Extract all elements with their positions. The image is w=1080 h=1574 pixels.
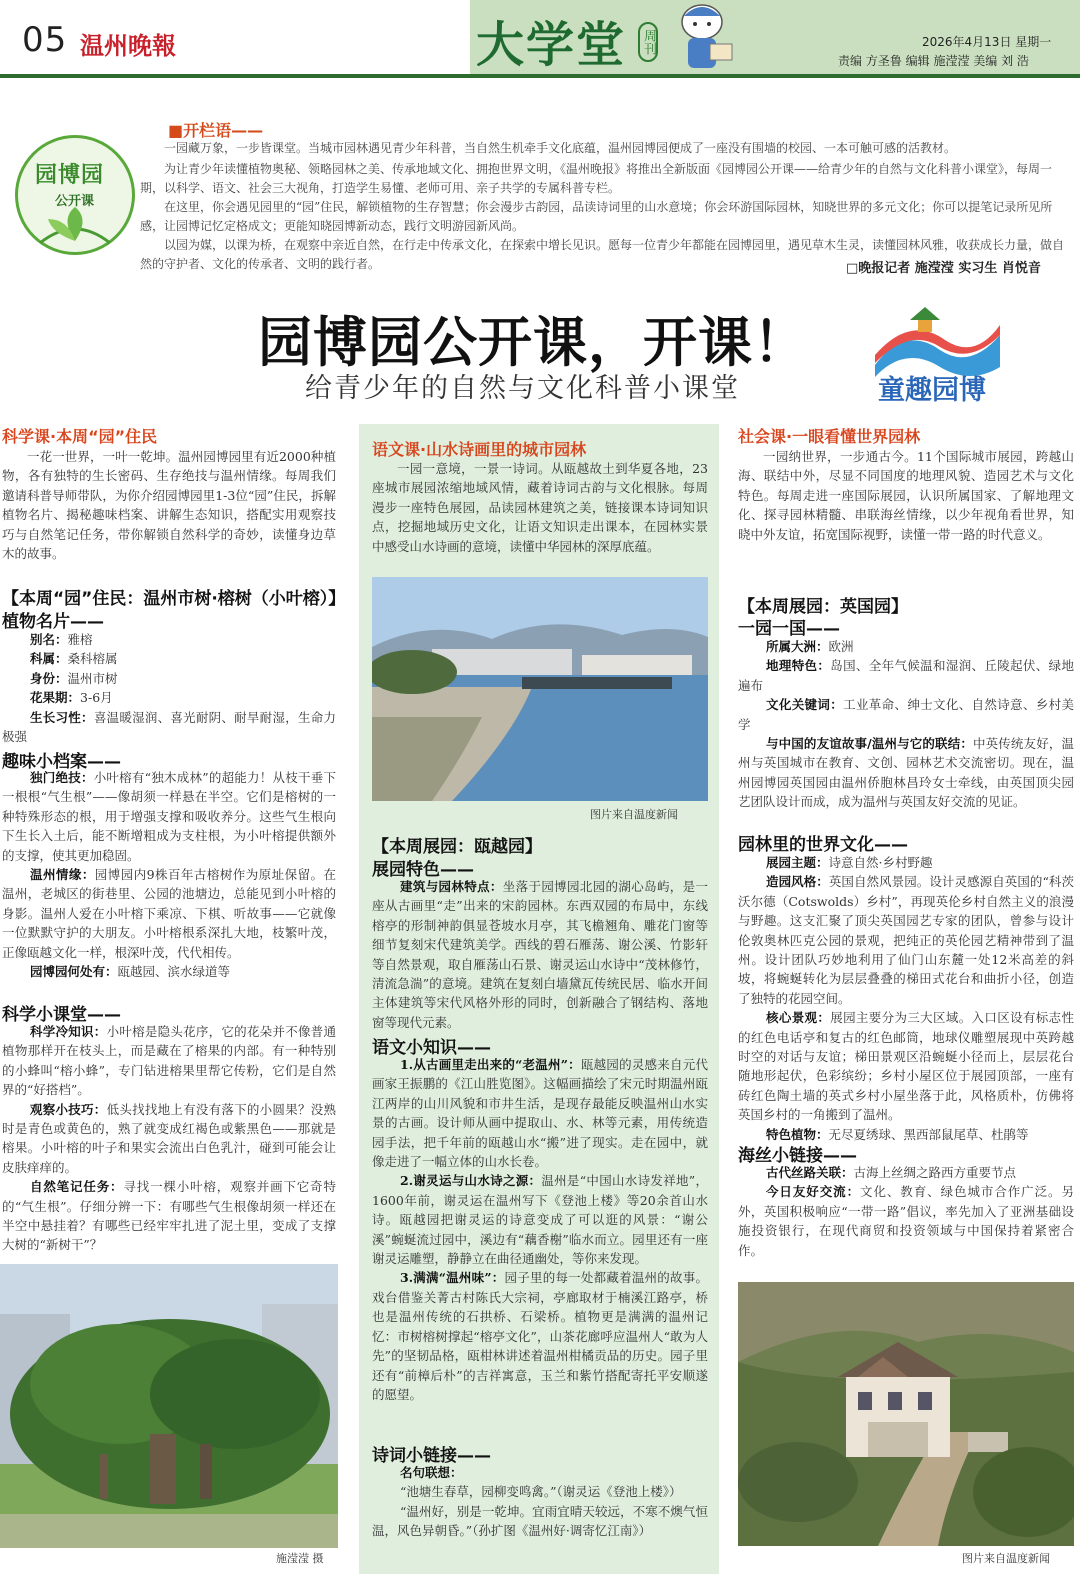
society-column-title: 社会课·一眼看懂世界园林 — [738, 427, 921, 446]
intro-paragraph: 一园藏万象，一步皆课堂。当城市园林遇见青少年科普，当自然生机牵手文化底蕴，温州园博园便成了一座没有围墙的校园、一本可触可感的活教材。 — [164, 141, 957, 155]
english-garden-photo — [738, 1282, 1074, 1546]
fun-file-heading: 趣味小档案—— — [2, 752, 121, 772]
science-column-title: 科学课·本周“园”住民 — [2, 427, 158, 446]
photo-caption: 图片来自温度新闻 — [962, 1552, 1050, 1565]
editor-credits: 责编 方圣鲁 编辑 施滢滢 美编 刘 浩 — [838, 54, 1029, 68]
plant-card-heading: 植物名片—— — [2, 612, 104, 632]
newspaper-logo: 温州晚報 — [80, 31, 176, 60]
intro-paragraph: 在这里，你会遇见园里的“园”住民，解锁植物的生存智慧；你会漫步古韵园，品读诗词里的山水意境；你会环游国际园林，知晓世界的多元文化；你可以提笔记录所见所感，让园博记忆定格成文；更能知晓园博新动态，践行文明游园新风尚。 — [140, 200, 1053, 233]
garden-title: 【本周展园：英国园】 — [738, 597, 908, 617]
society-intro: 一园纳世界，一步通古今。11个国际城市展园，跨越山海、联结中外，尽显不同国度的地理风貌、造园艺术与文化特色。每周走进一座国际展园，认识所属国家、了解地理文化、探寻园林精髓、串联海丝情缘，以少年视角看世界，知晓中外友谊，拓宽国际视野，读懂一带一路的时代意义。 — [738, 449, 1074, 542]
intro-paragraph: 以园为媒，以课为桥，在观察中亲近自然，在行走中传承文化，在探索中增长见识。愿每一位青少年都能在园博园里，遇见草木生灵，读懂园林风雅，收获成长力量，做自然的守护者、文化的传承者、文明的践行者。 — [140, 238, 1065, 271]
fun-file: 独门绝技：小叶榕有“独木成林”的超能力！从枝干垂下一根根“气生根”——像胡须一样悬在半空。它们是榕树的一种特殊形态的根，用于增强支撑和吸收养分。这些气生根向下生长入土后，能不断增粗成为支柱根，为小叶榕提供额外的支撑，使其更加稳固。 温州情缘：园博园内9株百年古榕树作为原址保留。在温州，老城区的街巷里、公园的池塘边，总能见到小叶榕的身影。温州人爱在小叶榕下乘凉、下棋、听故事——它就像一位默默守护的大朋友。小叶榕根系深扎大地，枝繁叶茂，正像瓯越文化一样，根深叶茂，代代相传。 园博园何处有：瓯越园、滨水绿道等 — [2, 770, 336, 980]
science-class-heading: 科学小课堂—— — [2, 1005, 121, 1025]
header-rule — [0, 74, 1080, 78]
chinese-knowledge: 1.从古画里走出来的“老温州”：瓯越园的灵感来自元代画家王振鹏的《江山胜览图》。这幅画描绘了宋元时期温州瓯江两岸的山川风貌和市井生活，是现存最能反映温州山水实景的古画。设计师从画中提取山、水、林等元素，用传统造园手法，把千年前的瓯越山水“搬”进了现实。走在园中，就像走进了一幅立体的山水长卷。 2.谢灵运与山水诗之源：温州是“中国山水诗发祥地”，1600年前，谢灵运在温州写下《登池上楼》等20余首山水诗。瓯越园把谢灵运的诗意变成了可以逛的风景：“谢公溪”蜿蜒流过园中，溪边有“藕香榭”临水而立。园里还有一座谢灵运雕塑，静静立在曲径通幽处，等你来发现。 3.满满“温州味”：园子里的每一处都藏着温州的故事。戏台借鉴关菁古村陈氏大宗祠，亭廊取材于楠溪江路亭，桥也是温州传统的石拱桥、石梁桥。植物更是满满的温州记忆：市树榕树撑起“榕亭文化”，山茶花廊呼应温州人“敢为人先”的坚韧品格，瓯柑林讲述着温州柑橘贡品的历史。园子里还有“前樟后朴”的吉祥寓意，玉兰和紫竹搭配寄托平安顺遂的愿望。 — [372, 1057, 708, 1402]
chinese-intro: 一园一意境，一景一诗词。从瓯越故土到华夏各地，23座城市展园浓缩地域风情，藏着诗词古韵与文化根脉。每周漫步一座特色展园，品读园林建筑之美，链接课本诗词知识点，挖掘地域历史文化，让语文知识走出课本，在园林实景中感受山水诗画的意境，读懂中华园林的深厚底蕴。 — [372, 461, 708, 554]
chinese-knowledge-heading: 语文小知识—— — [372, 1038, 491, 1058]
byline: □晚报记者 施滢滢 实习生 肖悦音 — [846, 261, 1041, 276]
ouyue-garden-photo — [372, 577, 708, 801]
science-intro: 一花一世界，一叶一乾坤。温州园博园里有近2000种植物，各有独特的生长密码、生存绝技与温州情缘。每周我们邀请科普导师带队，为你介绍园博园里1-3位“园”住民，拆解植物名片、揭秘趣味档案、讲解生态知识，搭配实用观察技巧与自然笔记任务，带你解锁自然科学的奇妙，读懂身边草木的故事。 — [2, 449, 336, 562]
country-facts: 所属大洲：欧洲 地理特色：岛国、全年气候温和湿润、丘陵起伏、绿地遍布 文化关键词：工业革命、绅士文化、自然诗意、乡村美学 与中国的友谊故事/温州与它的联结：中英传统友好，温州与英国城市在教育、文创、园林艺术交流密切。现在，温州园博园英国园由温州侨胞林昌玲女士牵线，由英国顶尖园艺团队设计而成，成为温州与英国友好交流的见证。 — [738, 639, 1074, 810]
world-culture-heading: 园林里的世界文化—— — [738, 835, 908, 855]
garden-title: 【本周展园：瓯越园】 — [372, 837, 542, 857]
logo-title: 园博园 — [35, 162, 105, 188]
weekly-seal: 周刊 — [638, 22, 658, 62]
issue-date: 2026年4月13日 星期一 — [922, 35, 1052, 49]
mascot-icon — [662, 0, 742, 74]
section-title: 大学堂 — [476, 17, 627, 73]
photo-credit: 施滢滢 摄 — [276, 1552, 324, 1565]
leaf-icon — [30, 205, 120, 247]
world-culture: 展园主题：诗意自然·乡村野趣 造园风格：英国自然风景园。设计灵感源自英国的“科茨沃尔德（Cotswolds）乡村”，再现英伦乡村自然主义的浪漫与野趣。这支汇聚了顶尖英国园艺专家的团队，曾参与设计伦敦奥林匹克公园的景观，把纯正的英伦园艺精神带到了温州。设计团队巧妙地利用了仙门山东麓一处12米高差的斜坡，将蜿蜒转化为层层叠叠的梯田式花台和曲折小径，创造了独特的花园空间。 核心景观：展园主要分为三大区域。入口区设有标志性的红色电话亭和复古的红色邮筒，地球仪雕塑展现中英跨越时空的对话与友谊；梯田景观区沿蜿蜒小径而上，层层花台随地形起伏，色彩缤纷；乡村小屋区位于展园顶部，一座有砖红色陶土墙的英式乡村小屋坐落于此，风格质朴，仿佛将英国乡村的一角搬到了温州。 特色植物：无尽夏绣球、黑西部鼠尾草、杜鹃等 — [738, 855, 1074, 1142]
banyan-photo — [0, 1264, 338, 1548]
badge-text: 童趣园博 — [878, 375, 986, 406]
plant-card: 别名：雅榕 科属：桑科榕属 身份：温州市树 花果期：3-6月 生长习性：喜温暖湿润、喜光耐阴、耐旱耐湿，生命力极强 — [2, 632, 336, 745]
maritime-silk-heading: 海丝小链接—— — [738, 1146, 857, 1166]
one-garden-heading: 一园一国—— — [738, 619, 840, 639]
resident-title: 【本周“园”住民：温州市树·榕树（小叶榕）】 — [2, 589, 346, 609]
features-heading: 展园特色—— — [372, 860, 474, 880]
maritime-silk-link: 古代丝路关联：古海上丝绸之路西方重要节点 今日友好交流：文化、教育、绿色城市合作广泛。另外，英国积极响应“一带一路”倡议，率先加入了亚洲基础设施投资银行，在现代商贸和投资领域与中国保持着紧密合作。 — [738, 1165, 1074, 1258]
main-subtitle: 给青少年的自然与文化科普小课堂 — [305, 373, 740, 404]
page-number: 05 — [22, 20, 68, 60]
photo-caption: 图片来自温度新闻 — [590, 808, 678, 821]
main-headline: 园博园公开课，开课！ — [258, 311, 808, 374]
poem-link: 名句联想： “池塘生春草，园柳变鸣禽。”（谢灵运《登池上楼》） “温州好，别是一乾坤。宜雨宜晴天较远，不寒不燠气恒温，风色异朝昏。”（孙扩图《温州好·调寄忆江南》） — [372, 1465, 708, 1539]
chinese-column-title: 语文课·山水诗画里的城市园林 — [372, 440, 587, 459]
science-class: 科学冷知识：小叶榕是隐头花序，它的花朵并不像普通植物那样开在枝头上，而是藏在了榕果的内部。有一种特别的小蜂叫“榕小蜂”，专门钻进榕果里帮它传粉，它们是自然界的“好搭档”。 观察小技巧：低头找找地上有没有落下的小圆果？没熟时是青色或黄色的，熟了就变成红褐色或紫黑色——那就是榕果。小叶榕的叶子和果实会流出白色乳汁，碰到可能会让皮肤痒痒的。 自然笔记任务：寻找一棵小叶榕，观察并画下它奇特的“气生根”。仔细分辨一下：有哪些气生根像胡须一样还在半空中悬挂着？有哪些已经牢牢扎进了泥土里，变成了支撑大树的“新树干”？ — [2, 1024, 336, 1253]
poem-link-heading: 诗词小链接—— — [372, 1446, 491, 1466]
intro-paragraph: 为让青少年读懂植物奥秘、领略园林之美、传承地域文化、拥抱世界文明，《温州晚报》将推出全新版面《园博园公开课——给青少年的自然与文化科普小课堂》，每周一期，以科学、语文、社会三大视角，打造学生易懂、老师可用、亲子共学的专属科普专栏。 — [140, 162, 1053, 195]
garden-features: 建筑与园林特点：坐落于园博园北园的湖心岛屿，是一座从古画里“走”出来的宋韵园林。东西双园的布局中，东线榕亭的形制神韵俱显苍坡水月亭，其飞檐翘角、雕花门窗等细节复刻宋代建筑美学。西线的碧石雁荡、谢公溪、竹影轩等自然景观，取自雁荡山石景、谢灵运山水诗中“茂林修竹，清流急湍”的意境。建筑在复刻白墙黛瓦传统民居、临水开间主体建筑等宋代风格外形的同时，创新融合了钢结构、落地窗等现代元素。 — [372, 879, 708, 1030]
intro-heading: ■开栏语—— — [168, 121, 264, 140]
logo-subtitle: 公开课 — [55, 194, 95, 209]
